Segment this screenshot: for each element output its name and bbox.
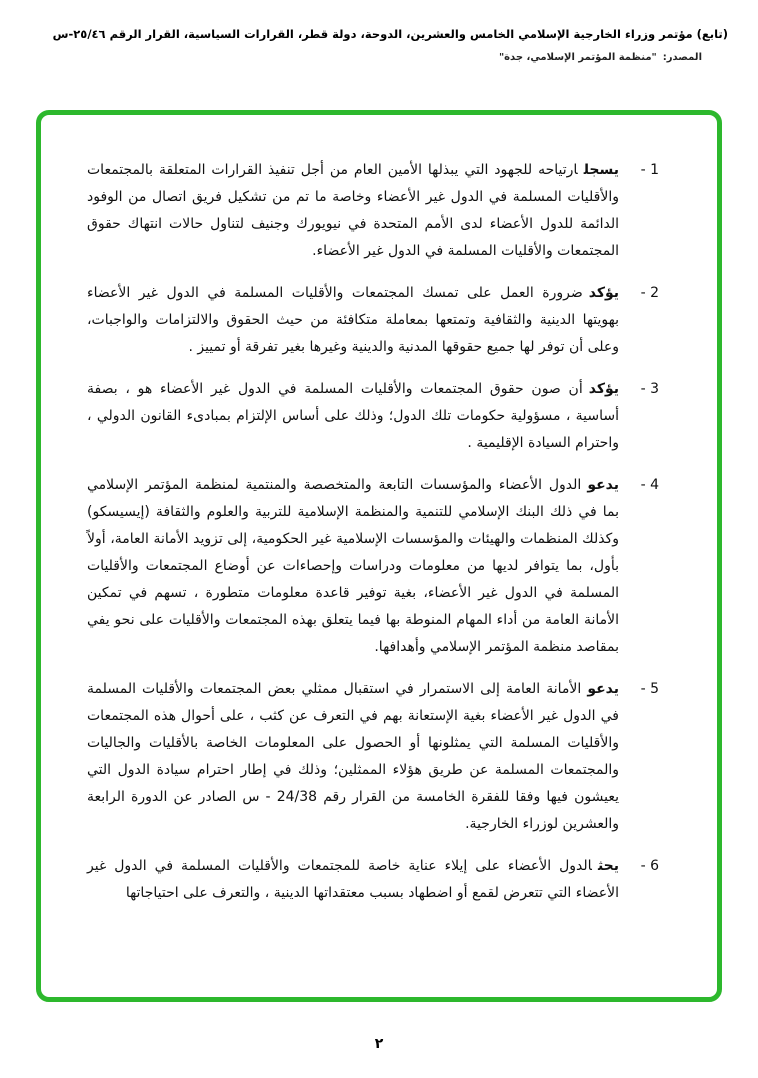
item-body: ارتياحه للجهود التي يبذلها الأمين العام من أجل تنفيذ القرارات المتعلقة بالمجتمعات والأقليات المسلمة في الدول غير الأعضاء وخاصة ما تم من تشكيل فريق اتصال من الوفود الدائمة للدول الأعضاء لدى الأمم المتحدة في نيويورك وجنيف لتناول حالات انتهاك حقوق المجتمعات والأقليات المسلمة في الدول غير الأعضاء. [87,162,619,259]
page-header [30,26,728,63]
source-label: المصدر: [662,52,702,64]
item-lead: يدعو [587,681,619,697]
item-number: 2 - [640,285,659,301]
item-body: أن صون حقوق المجتمعات والأقليات المسلمة في الدول غير الأعضاء هو ، بصفة أساسية ، مسؤولية حكومات تلك الدول؛ وذلك على أساس الإلتزام بمبادىء القانون الدولي ، واحترام السيادة الإقليمية . [87,381,619,451]
item-lead: يدعو [587,477,619,493]
item-number: 4 - [640,477,659,493]
item-text [87,280,619,361]
source-line [30,52,728,63]
item-text [87,472,619,661]
green-border-frame [36,110,722,1002]
list-item [87,853,659,907]
document-body [87,157,659,922]
item-body: الأمانة العامة إلى الاستمرار في استقبال ممثلي بعض المجتمعات والأقليات المسلمة في الدول غير الأعضاء بغية الإستعانة بهم في التعرف عن كثب ، على أحوال هذه المجتمعات والأقليات المسلمة التي يمثلونها أو الحصول على المعلومات الخاصة بالأقليات والجاليات والمجتمعات المسلمة عن طريق هؤلاء الممثلين؛ وذلك في إطار احترام سيادة الدول التي يعيشون فيها وفقا للفقرة الخامسة من القرار رقم 24/38 - س الصادر عن الدورة الرابعة والعشرين لوزراء الخارجية. [87,681,619,832]
item-number: 6 - [640,858,659,874]
list-item [87,157,659,265]
item-text [87,853,619,907]
item-text [87,157,619,265]
item-number: 1 - [640,162,659,178]
list-item [87,280,659,361]
item-text [87,676,619,838]
list-item [87,472,659,661]
page-number: ٢ [374,1036,384,1052]
item-number: 5 - [640,681,659,697]
list-item [87,376,659,457]
item-body: الدول الأعضاء على إيلاء عناية خاصة للمجتمعات والأقليات المسلمة في الدول غير الأعضاء التي تتعرض لقمع أو اضطهاد بسبب معتقداتها الدينية ، والتعرف على احتياجاتها [87,858,619,901]
list-item [87,676,659,838]
item-number: 3 - [640,381,659,397]
item-lead: يسجل [583,162,619,178]
item-lead: يؤكد [588,285,619,301]
item-lead: يؤكد [588,381,619,397]
source-value: "منظمة المؤتمر الإسلامي، جدة" [498,52,657,64]
document-title: (تابع) مؤتمر وزراء الخارجية الإسلامي الخامس والعشرين، الدوحة، دولة قطر، القرارات السياسية، القرار الرقم ٢٥/٤٦-س [52,27,728,41]
item-text [87,376,619,457]
item-lead: يحث [597,858,619,874]
item-body: ضرورة العمل على تمسك المجتمعات والأقليات المسلمة في الدول غير الأعضاء بهويتها الدينية والثقافية وتمتعها بمعاملة متكافئة من حيث الحقوق والالتزامات والواجبات، وعلى أن توفر لها جميع حقوقها المدنية والدينية وغيرها بغير تفرقة أو تمييز . [87,285,619,355]
item-body: الدول الأعضاء والمؤسسات التابعة والمتخصصة والمنتمية لمنظمة المؤتمر الإسلامي بما في ذلك البنك الإسلامي للتنمية والمنظمة الإسلامية للتربية والعلوم والثقافة (إيسيسكو) وكذلك المنظمات والهيئات والمؤسسات الإسلامية غير الحكومية، إلى تزويد الأمانة العامة، أولاً بأول، بما يتوافر لديها من معلومات ودراسات وإحصاءات عن أوضاع المجتمعات والأقليات المسلمة في الدول غير الأعضاء، بغية توفير قاعدة معلومات متطورة ، تسهم في تمكين الأمانة العامة من أداء المهام المنوطة بها فيما يتعلق بهذه المجتمعات والأقليات على نحو يفي بمقاصد منظمة المؤتمر الإسلامي وأهدافها. [87,477,619,655]
